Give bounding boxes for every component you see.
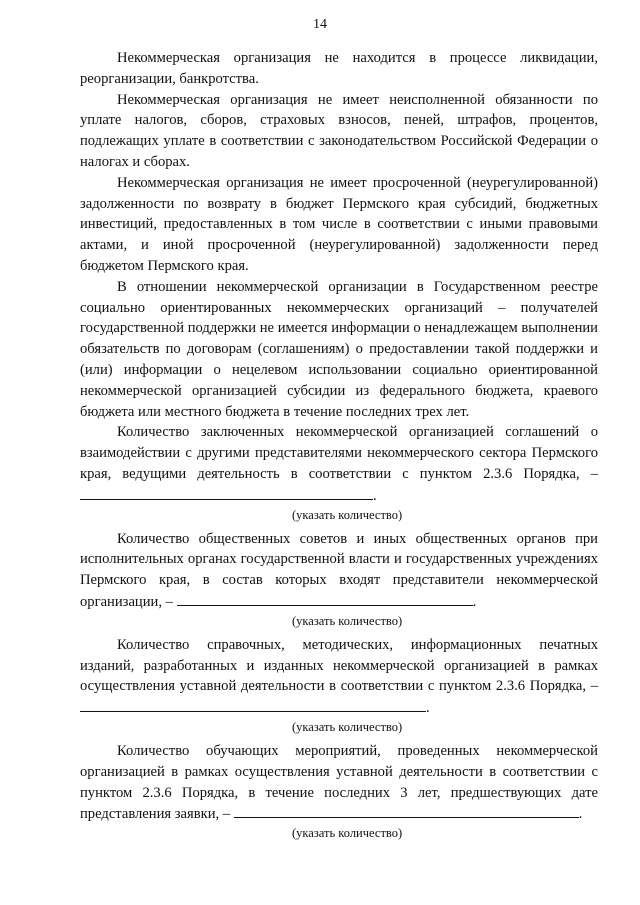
page-number: 14 [313,17,327,32]
count-agreements-end: . [373,487,377,504]
count-publications-end: . [426,700,430,717]
count-agreements-hint-row [80,508,598,522]
document-body [80,48,598,847]
count-publications-hint: (указать количество) [292,719,403,734]
count-councils-hint-row [80,614,598,628]
count-publications-field [80,635,598,719]
count-councils-hint: (указать количество) [292,613,403,628]
paragraph-no-liquidation: Некоммерческая организация не находится в процессе ликвидации, реорганизации, банкротства. [80,50,598,87]
count-councils-end: . [472,593,477,610]
paragraph-no-overdue-debt: Некоммерческая организация не имеет просроченной (неурегулированной) задолженности по возврату в бюджет Пермского края субсидий, бюджетных инвестиций, предоставленных в том числе в соответствии с иными правовыми актами, и иной просроченной (неурегулированной) задолженности перед бюджетом Пермского края. [80,174,598,274]
count-agreements-input-line[interactable] [80,485,373,500]
paragraph-no-tax-debt: Некоммерческая организация не имеет неисполненной обязанности по уплате налогов, сборов, страховых взносов, пеней, штрафов, процентов, подлежащих уплате в соответствии с законодательством Российской Федерации о налогах и сборах. [80,91,598,170]
count-trainings-end: . [578,806,583,823]
count-publications-text: Количество справочных, методических, информационных печатных изданий, разработанных и изданных некоммерческой организацией в рамках осуществления уставной деятельности в соответствии с пунктом 2.3.6 Порядка, – [80,636,598,695]
count-trainings-input-line[interactable] [234,803,579,818]
count-publications-hint-row [80,720,598,734]
count-agreements-hint: (указать количество) [292,507,403,522]
count-trainings-text: Количество обучающих мероприятий, проведенных некоммерческой организацией в рамках осуществления уставной деятельности в соответствии с пунктом 2.3.6 Порядка, в течение последних 3 лет, предшествующих дате представления заявки, – [80,742,598,823]
count-trainings-hint-row [80,826,598,840]
count-councils-field [80,529,598,613]
paragraph-registry-statement: В отношении некоммерческой организации в Государственном реестре социально ориентированных некоммерческих организаций – получателей государственной поддержки не имеется информации о ненадлежащем выполнении обязательств по договорам (соглашениям) о предоставлении такой поддержки и (или) информации о нецелевом использовании социально ориентированной некоммерческой организацией субсидии из федерального бюджета, краевого бюджета или местного бюджета в течение последних трех лет. [80,278,598,420]
count-trainings-hint: (указать количество) [292,826,403,841]
count-councils-text: Количество общественных советов и иных общественных органов при исполнительных органах государственной власти и государственных учреждениях Пермского края, в состав которых входят представители некоммерческой организации, – [80,530,598,610]
count-agreements-field [80,422,598,506]
count-trainings-field [80,741,598,825]
count-publications-input-line[interactable] [80,697,426,712]
count-agreements-text: Количество заключенных некоммерческой организацией соглашений о взаимодействии с другими представителями некоммерческого сектора Пермского края, ведущими деятельность в соответствии с пунктом 2.3.6 Порядка, – [80,424,598,482]
count-councils-input-line[interactable] [177,591,473,606]
